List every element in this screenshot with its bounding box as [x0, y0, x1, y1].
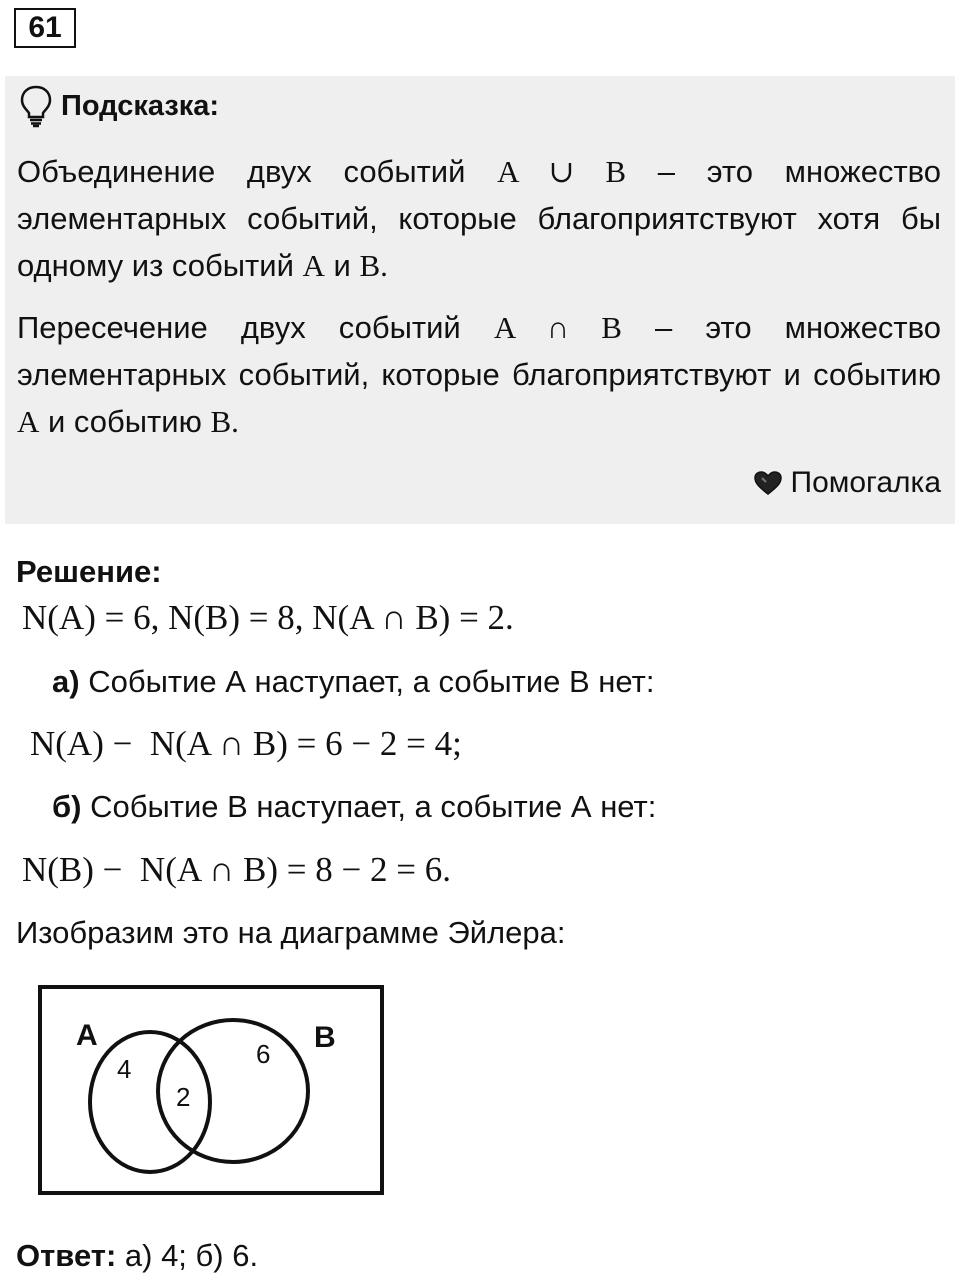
part-a-formula: N(A) − N(A ∩ B) = 6 − 2 = 4;: [30, 724, 462, 763]
solution-title: Решение:: [16, 554, 162, 589]
credit: [753, 466, 942, 500]
given-formula: N(A) = 6, N(B) = 8, N(A ∩ B) = 2.: [22, 598, 514, 637]
intersection-value: 2: [176, 1082, 191, 1112]
union-symbol: A ∪ B: [497, 154, 627, 189]
set-b-label: B: [314, 1021, 336, 1054]
part-b-statement: б) Событие В наступает, а событие А нет:: [52, 789, 657, 824]
part-a-label: а): [52, 664, 80, 699]
answer: [16, 1238, 258, 1274]
part-b-formula: N(B) − N(A ∩ B) = 8 − 2 = 6.: [22, 850, 451, 889]
intersection-symbol: A ∩ B: [493, 310, 622, 345]
set-a-label: A: [76, 1019, 98, 1052]
hint-header: [19, 84, 219, 128]
hint-title: Подсказка:: [61, 89, 220, 122]
answer-label: Ответ:: [16, 1238, 117, 1273]
credit-text: Помогалка: [790, 466, 941, 499]
answer-text: а) 4; б) 6.: [116, 1238, 259, 1273]
euler-diagram: [38, 985, 386, 1197]
task-number: 61: [14, 8, 76, 48]
part-a-statement: а) Событие А наступает, а событие В нет:: [52, 664, 655, 699]
intersection-definition: Пересечение двух событий A ∩ B – это множество элементарных событий, которые благоприятствуют и событию A и событию B.: [17, 310, 941, 439]
only-a-value: 4: [117, 1054, 132, 1084]
heart-icon: [753, 470, 783, 496]
union-definition: Объединение двух событий A ∪ B – это множество элементарных событий, которые благоприятствуют хотя бы одному из событий A и B.: [17, 154, 942, 283]
part-b-label: б): [52, 789, 82, 824]
lightbulb-icon: [19, 84, 53, 128]
only-b-value: 6: [256, 1039, 271, 1069]
hint-box: [5, 76, 955, 524]
diagram-caption: Изобразим это на диаграмме Эйлера:: [16, 915, 566, 950]
